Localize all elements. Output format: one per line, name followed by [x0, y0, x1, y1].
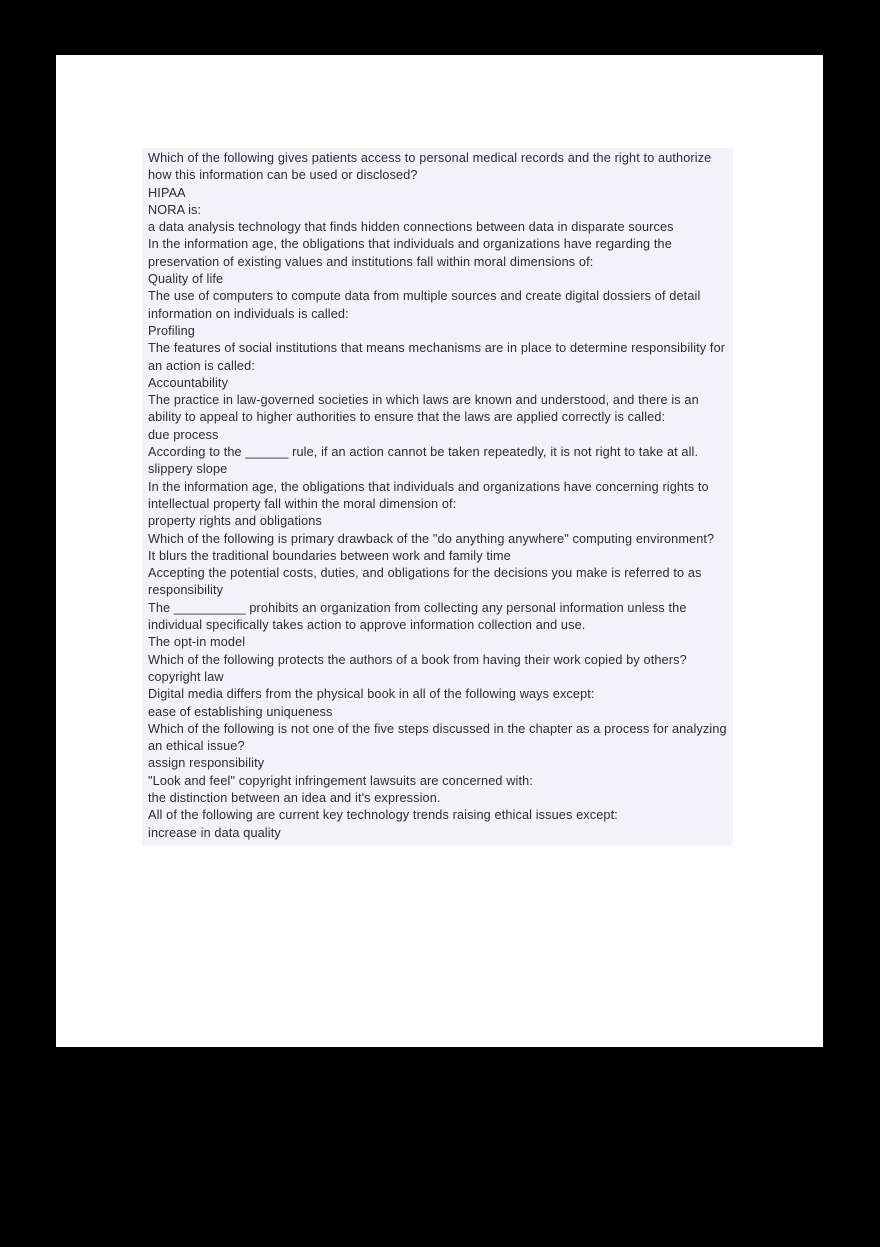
qa-answer-line: assign responsibility: [148, 756, 265, 771]
qa-answer-line: copyright law: [148, 669, 224, 684]
qa-answer-line: The opt-in model: [148, 635, 246, 650]
qa-question-line: Accepting the potential costs, duties, and obligations for the decisions you make is referred to as: [148, 566, 702, 581]
qa-question-line: Digital media differs from the physical book in all of the following ways except:: [148, 687, 595, 702]
qa-question-line: According to the ______ rule, if an action cannot be taken repeatedly, it is not right to take at all.: [148, 445, 699, 460]
qa-question-line: Which of the following protects the authors of a book from having their work copied by others?: [148, 652, 687, 667]
qa-answer-line: HIPAA: [148, 185, 186, 200]
qa-answer-line: Accountability: [148, 375, 229, 390]
qa-answer-line: property rights and obligations: [148, 514, 322, 529]
qa-answer-line: the distinction between an idea and it's expression.: [148, 790, 441, 805]
qa-question-line: Which of the following gives patients access to personal medical records and the right to authorize how this information can be used or disclosed?: [148, 151, 712, 183]
qa-question-line: Which of the following is primary drawback of the "do anything anywhere" computing environment?: [148, 531, 715, 546]
qa-question-line: The features of social institutions that means mechanisms are in place to determine responsibility for an action is called:: [148, 341, 726, 373]
qa-answer-line: ease of establishing uniqueness: [148, 704, 333, 719]
qa-question-line: Which of the following is not one of the five steps discussed in the chapter as a process for analyzing an ethical issue?: [148, 721, 727, 754]
qa-answer-line: responsibility: [148, 583, 224, 598]
qa-answer-line: Profiling: [148, 323, 195, 338]
qa-answer-line: due process: [148, 427, 219, 442]
qa-question-line: In the information age, the obligations that individuals and organizations have concerning rights to intellectual property fall within the moral dimension of:: [148, 479, 709, 511]
qa-question-line: All of the following are current key technology trends raising ethical issues except:: [148, 808, 618, 823]
qa-question-line: The use of computers to compute data from multiple sources and create digital dossiers of detail information on individuals is called:: [148, 289, 701, 321]
qa-question-line: In the information age, the obligations that individuals and organizations have regarding the preservation of existing values and institutions fall within moral dimensions of:: [148, 237, 672, 269]
qa-question-line: The practice in law-governed societies in which laws are known and understood, and there is an ability to appeal to higher authorities to ensure that the laws are applied correctly is called:: [148, 393, 699, 425]
qa-content-block: [142, 148, 733, 846]
qa-answer-line: increase in data quality: [148, 825, 281, 840]
qa-question-line: "Look and feel" copyright infringement lawsuits are concerned with:: [148, 773, 533, 788]
qa-question-line: NORA is:: [148, 202, 202, 217]
qa-answer-line: Quality of life: [148, 272, 224, 287]
qa-answer-line: It blurs the traditional boundaries between work and family time: [148, 548, 511, 563]
qa-list: [142, 150, 733, 842]
qa-answer-line: slippery slope: [148, 462, 228, 477]
document-page: [56, 55, 823, 1047]
qa-answer-line: a data analysis technology that finds hidden connections between data in disparate sources: [148, 220, 674, 235]
qa-question-line: The __________ prohibits an organization from collecting any personal information unless the individual specifically takes action to approve information collection and use.: [148, 600, 687, 633]
